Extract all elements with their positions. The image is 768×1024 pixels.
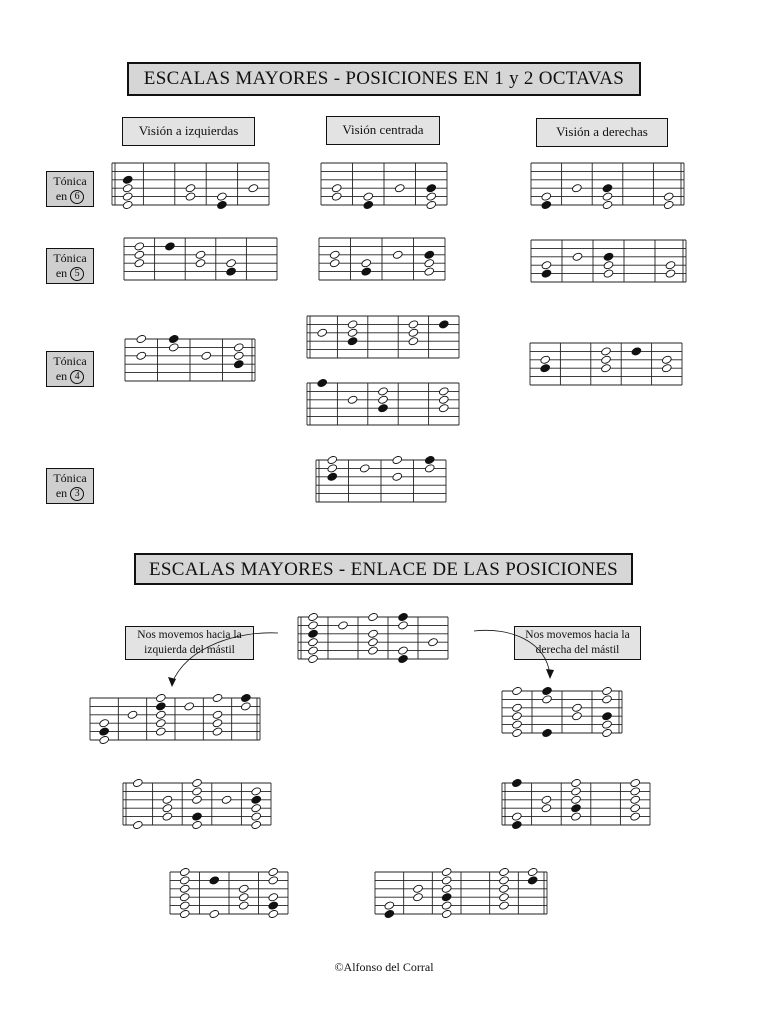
- scale-note-dot: [377, 395, 388, 405]
- scale-note-dot: [541, 695, 552, 705]
- root-note-dot: [240, 693, 251, 703]
- scale-note-dot: [132, 778, 143, 788]
- scale-note-dot: [498, 876, 509, 886]
- tonica-word: Tónica: [53, 251, 87, 265]
- scale-note-dot: [424, 267, 435, 277]
- scale-note-dot: [136, 334, 147, 344]
- scale-note-dot: [134, 258, 145, 268]
- scale-note-dot: [527, 867, 538, 877]
- scale-note-dot: [307, 612, 318, 622]
- scale-note-dot: [601, 686, 612, 696]
- scale-note-dot: [134, 250, 145, 260]
- scale-note-dot: [122, 183, 133, 193]
- arrow-right-icon: [470, 625, 570, 685]
- scale-note-dot: [191, 820, 202, 830]
- scale-note-dot: [438, 387, 449, 397]
- scale-note-dot: [571, 711, 582, 721]
- scale-note-dot: [233, 343, 244, 353]
- scale-note-dot: [251, 812, 262, 822]
- scale-note-dot: [663, 192, 674, 202]
- scale-note-dot: [162, 803, 173, 813]
- scale-note-dot: [268, 892, 279, 902]
- scale-note-dot: [438, 403, 449, 413]
- scale-note-dot: [327, 455, 338, 465]
- scale-note-dot: [384, 901, 395, 911]
- tonica-label-5: [46, 248, 94, 284]
- scale-note-dot: [412, 884, 423, 894]
- root-note-dot: [164, 242, 175, 252]
- scale-note-dot: [630, 778, 641, 788]
- scale-note-dot: [511, 812, 522, 822]
- fretboard-tonica4-right: [528, 339, 684, 389]
- root-note-dot: [631, 347, 642, 357]
- scale-note-dot: [441, 909, 452, 919]
- root-note-dot: [424, 455, 435, 465]
- scale-note-dot: [540, 355, 551, 365]
- scale-note-dot: [441, 884, 452, 894]
- scale-note-dot: [331, 192, 342, 202]
- scale-note-dot: [233, 351, 244, 361]
- root-note-dot: [384, 909, 395, 919]
- fretboard-link-center: [296, 613, 450, 663]
- root-note-dot: [347, 336, 358, 346]
- fretboard-tonica6-left: [110, 159, 271, 209]
- scale-note-dot: [412, 892, 423, 902]
- scale-note-dot: [392, 472, 403, 482]
- arrow-left-icon: [160, 625, 285, 695]
- scale-note-dot: [511, 728, 522, 738]
- scale-note-dot: [601, 720, 612, 730]
- scale-note-dot: [541, 803, 552, 813]
- scale-note-dot: [179, 892, 190, 902]
- scale-note-dot: [155, 693, 166, 703]
- scale-note-dot: [122, 200, 133, 210]
- scale-note-dot: [367, 629, 378, 639]
- scale-note-dot: [127, 710, 138, 720]
- note-right-line-2: derecha del mástil: [535, 644, 620, 656]
- scale-note-dot: [570, 795, 581, 805]
- string-number-circle: 4: [70, 370, 84, 384]
- fretboard-link-right-2: [500, 779, 652, 829]
- scale-note-dot: [600, 363, 611, 373]
- scale-note-dot: [571, 703, 582, 713]
- tonica-label-4: [46, 351, 94, 387]
- scale-note-dot: [602, 200, 613, 210]
- scale-note-dot: [570, 812, 581, 822]
- fretboard-link-right-1: [500, 687, 624, 737]
- scale-note-dot: [179, 876, 190, 886]
- root-note-dot: [541, 200, 552, 210]
- scale-note-dot: [511, 703, 522, 713]
- scale-note-dot: [394, 183, 405, 193]
- scale-note-dot: [498, 901, 509, 911]
- scale-note-dot: [251, 803, 262, 813]
- scale-note-dot: [195, 250, 206, 260]
- scale-note-dot: [251, 787, 262, 797]
- root-note-dot: [233, 359, 244, 369]
- column-heading-center: Visión centrada: [326, 116, 440, 145]
- scale-note-dot: [663, 200, 674, 210]
- scale-note-dot: [601, 728, 612, 738]
- fretboard-tonica3-center: [314, 456, 448, 506]
- scale-note-dot: [498, 867, 509, 877]
- fretboard-tonica6-right: [529, 159, 686, 209]
- scale-note-dot: [541, 260, 552, 270]
- scale-note-dot: [268, 909, 279, 919]
- scale-note-dot: [427, 637, 438, 647]
- scale-note-dot: [195, 258, 206, 268]
- scale-note-dot: [603, 269, 614, 279]
- scale-note-dot: [498, 892, 509, 902]
- scale-note-dot: [240, 702, 251, 712]
- root-note-dot: [377, 403, 388, 413]
- scale-note-dot: [347, 395, 358, 405]
- scale-note-dot: [424, 258, 435, 268]
- en-word: en: [55, 189, 68, 203]
- root-note-dot: [601, 711, 612, 721]
- note-left-line-2: izquierda del mástil: [144, 644, 235, 656]
- root-note-dot: [307, 629, 318, 639]
- root-note-dot: [226, 267, 237, 277]
- scale-note-dot: [600, 355, 611, 365]
- root-note-dot: [541, 269, 552, 279]
- scale-note-dot: [347, 328, 358, 338]
- scale-note-dot: [661, 363, 672, 373]
- root-note-dot: [441, 892, 452, 902]
- root-note-dot: [191, 812, 202, 822]
- scale-note-dot: [426, 192, 437, 202]
- scale-note-dot: [541, 192, 552, 202]
- scale-note-dot: [317, 328, 328, 338]
- root-note-dot: [209, 876, 220, 886]
- scale-note-dot: [570, 778, 581, 788]
- scale-note-dot: [209, 909, 220, 919]
- scale-note-dot: [238, 892, 249, 902]
- scale-note-dot: [359, 464, 370, 474]
- scale-note-dot: [268, 876, 279, 886]
- scale-note-dot: [630, 787, 641, 797]
- fretboard-tonica4-center-b: [305, 379, 461, 429]
- scale-note-dot: [212, 727, 223, 737]
- scale-note-dot: [212, 693, 223, 703]
- en-word: en: [55, 266, 68, 280]
- column-heading-right: Visión a derechas: [536, 118, 668, 147]
- root-note-dot: [363, 200, 374, 210]
- scale-note-dot: [572, 252, 583, 262]
- en-word: en: [55, 486, 68, 500]
- scale-note-dot: [441, 867, 452, 877]
- scale-note-dot: [367, 646, 378, 656]
- scale-note-dot: [307, 646, 318, 656]
- scale-note-dot: [179, 901, 190, 911]
- scale-note-dot: [162, 812, 173, 822]
- scale-note-dot: [630, 795, 641, 805]
- en-word: en: [55, 369, 68, 383]
- root-note-dot: [540, 363, 551, 373]
- scale-note-dot: [347, 320, 358, 330]
- scale-note-dot: [331, 183, 342, 193]
- scale-note-dot: [179, 909, 190, 919]
- scale-note-dot: [438, 395, 449, 405]
- tonica-label-3: [46, 468, 94, 504]
- fretboard-tonica6-center: [319, 159, 449, 209]
- scale-note-dot: [511, 720, 522, 730]
- tonica-word: Tónica: [53, 471, 87, 485]
- scale-note-dot: [600, 347, 611, 357]
- scale-note-dot: [377, 387, 388, 397]
- scale-note-dot: [441, 901, 452, 911]
- scale-note-dot: [307, 654, 318, 664]
- tonica-word: Tónica: [53, 174, 87, 188]
- root-note-dot: [317, 378, 328, 388]
- root-note-dot: [541, 728, 552, 738]
- scale-note-dot: [184, 702, 195, 712]
- scale-note-dot: [179, 867, 190, 877]
- scale-note-dot: [367, 612, 378, 622]
- scale-note-dot: [392, 250, 403, 260]
- scale-note-dot: [162, 795, 173, 805]
- scale-note-dot: [630, 812, 641, 822]
- scale-note-dot: [570, 787, 581, 797]
- scale-note-dot: [155, 710, 166, 720]
- fretboard-tonica5-center: [317, 234, 447, 284]
- scale-note-dot: [238, 884, 249, 894]
- scale-note-dot: [329, 258, 340, 268]
- scale-note-dot: [248, 183, 259, 193]
- scale-note-dot: [212, 710, 223, 720]
- scale-note-dot: [441, 876, 452, 886]
- scale-note-dot: [251, 820, 262, 830]
- scale-note-dot: [191, 795, 202, 805]
- root-note-dot: [168, 334, 179, 344]
- root-note-dot: [541, 686, 552, 696]
- root-note-dot: [251, 795, 262, 805]
- scale-note-dot: [661, 355, 672, 365]
- fretboard-link-bottom-right: [373, 868, 549, 918]
- scale-note-dot: [191, 778, 202, 788]
- fretboard-link-left-1: [88, 694, 262, 744]
- fretboard-tonica4-center-a: [305, 312, 461, 362]
- root-note-dot: [99, 727, 110, 737]
- root-note-dot: [424, 250, 435, 260]
- scale-note-dot: [603, 260, 614, 270]
- scale-note-dot: [132, 820, 143, 830]
- scale-note-dot: [155, 727, 166, 737]
- tonica-label-6: [46, 171, 94, 207]
- scale-note-dot: [511, 711, 522, 721]
- scale-note-dot: [327, 464, 338, 474]
- scale-note-dot: [397, 621, 408, 631]
- scale-note-dot: [216, 192, 227, 202]
- scale-note-dot: [191, 787, 202, 797]
- scale-note-dot: [268, 867, 279, 877]
- scale-note-dot: [601, 695, 612, 705]
- fretboard-tonica4-left: [123, 335, 257, 385]
- scale-note-dot: [571, 183, 582, 193]
- root-note-dot: [438, 320, 449, 330]
- note-left-line-1: Nos movemos hacia la: [137, 629, 242, 641]
- scale-note-dot: [408, 336, 419, 346]
- scale-note-dot: [424, 464, 435, 474]
- scale-note-dot: [367, 637, 378, 647]
- scale-note-dot: [397, 646, 408, 656]
- string-number-circle: 6: [70, 190, 84, 204]
- scale-note-dot: [392, 455, 403, 465]
- scale-note-dot: [201, 351, 212, 361]
- column-heading-left: Visión a izquierdas: [122, 117, 255, 146]
- root-note-dot: [511, 778, 522, 788]
- scale-note-dot: [122, 192, 133, 202]
- scale-note-dot: [155, 718, 166, 728]
- scale-note-dot: [185, 192, 196, 202]
- scale-note-dot: [408, 320, 419, 330]
- scale-note-dot: [307, 621, 318, 631]
- scale-note-dot: [212, 718, 223, 728]
- scale-note-dot: [511, 686, 522, 696]
- title-linking: ESCALAS MAYORES - ENLACE DE LAS POSICIONES: [134, 553, 633, 585]
- scale-note-dot: [221, 795, 232, 805]
- root-note-dot: [527, 876, 538, 886]
- title-positions: ESCALAS MAYORES - POSICIONES EN 1 y 2 OCTAVAS: [127, 62, 641, 96]
- scale-note-dot: [99, 735, 110, 745]
- scale-note-dot: [426, 200, 437, 210]
- root-note-dot: [570, 803, 581, 813]
- root-note-dot: [327, 472, 338, 482]
- scale-note-dot: [602, 192, 613, 202]
- scale-note-dot: [136, 351, 147, 361]
- root-note-dot: [426, 183, 437, 193]
- copyright-text: ©Alfonso del Corral: [334, 960, 434, 974]
- scale-note-dot: [238, 901, 249, 911]
- scale-note-dot: [361, 258, 372, 268]
- scale-note-dot: [134, 242, 145, 252]
- scale-note-dot: [329, 250, 340, 260]
- scale-note-dot: [498, 884, 509, 894]
- fretboard-link-left-2: [121, 779, 273, 829]
- root-note-dot: [397, 654, 408, 664]
- scale-note-dot: [226, 258, 237, 268]
- root-note-dot: [602, 183, 613, 193]
- scale-note-dot: [179, 884, 190, 894]
- fretboard-tonica5-right: [529, 236, 688, 286]
- scale-note-dot: [408, 328, 419, 338]
- string-number-circle: 5: [70, 267, 84, 281]
- tonica-word: Tónica: [53, 354, 87, 368]
- root-note-dot: [268, 901, 279, 911]
- root-note-dot: [155, 702, 166, 712]
- scale-note-dot: [99, 718, 110, 728]
- root-note-dot: [361, 267, 372, 277]
- scale-note-dot: [168, 343, 179, 353]
- scale-note-dot: [665, 269, 676, 279]
- root-note-dot: [122, 175, 133, 185]
- scale-note-dot: [630, 803, 641, 813]
- scale-note-dot: [337, 621, 348, 631]
- fretboard-tonica5-left: [122, 234, 279, 284]
- scale-note-dot: [185, 183, 196, 193]
- scale-note-dot: [363, 192, 374, 202]
- root-note-dot: [216, 200, 227, 210]
- root-note-dot: [603, 252, 614, 262]
- string-number-circle: 3: [70, 487, 84, 501]
- scale-note-dot: [307, 637, 318, 647]
- root-note-dot: [397, 612, 408, 622]
- scale-note-dot: [541, 795, 552, 805]
- root-note-dot: [511, 820, 522, 830]
- scale-note-dot: [665, 260, 676, 270]
- note-right-line-1: Nos movemos hacia la: [525, 629, 630, 641]
- fretboard-link-bottom-left: [168, 868, 290, 918]
